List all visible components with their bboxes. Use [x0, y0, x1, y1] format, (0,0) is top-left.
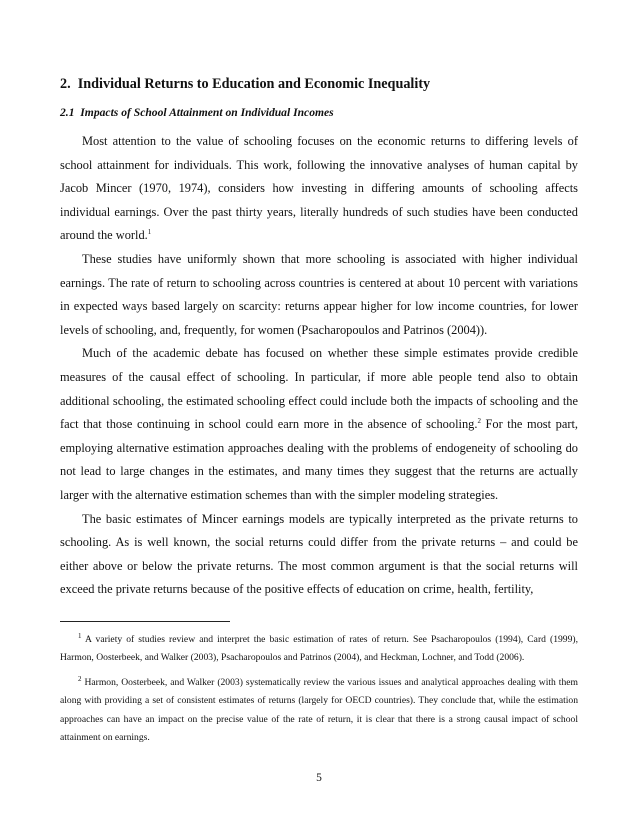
paragraph-text: These studies have uniformly shown that more schooling is associated with higher individual earnings. The rate of return to schooling across countries is centered at about 10 percent with variations in expected ways based largely on scarcity: returns appear higher for low income countries, for lower levels of schooling, and, frequently, for women (Psacharopoulos and Patrinos (2004)). [60, 251, 578, 337]
paragraph [60, 130, 578, 248]
footnote-separator [60, 621, 230, 622]
body-text [60, 130, 578, 602]
footnotes [60, 631, 578, 747]
footnote [60, 674, 578, 748]
paragraph-text: Most attention to the value of schooling focuses on the economic returns to differing levels of school attainment for individuals. This work, following the innovative analyses of human capital by Jacob Mincer (1970, 1974), considers how investing in differing amounts of schooling affects individual earnings. Over the past thirty years, literally hundreds of such studies have been conducted around the world. [60, 134, 578, 243]
paragraph-text: The basic estimates of Mincer earnings models are typically interpreted as the private returns to schooling. As is well known, the social returns could differ from the private returns – and could be either above or below the private returns. The most common argument is that the social returns will exceed the private returns because of the positive effects of education on crime, health, fertility, [60, 511, 578, 597]
footnote [60, 631, 578, 668]
section-heading [60, 76, 580, 93]
footnote-ref[interactable]: 2 [477, 417, 481, 425]
footnote-marker: 1 [78, 631, 82, 640]
paragraph [60, 342, 578, 507]
subsection-heading [60, 106, 580, 119]
subsection-title: Impacts of School Attainment on Individual Incomes [80, 106, 334, 119]
footnote-text: Harmon, Oosterbeek, and Walker (2003) systematically review the various issues and analytical approaches dealing with them along with providing a set of consistent estimates of returns (largely for OECD countries). They conclude that, while the estimation approaches can have an impact on the precise value of the rate of return, it is clear that there is a strong causal impact of school attainment on earnings. [60, 676, 578, 744]
paragraph [60, 248, 578, 342]
paragraph-text: Much of the academic debate has focused on whether these simple estimates provide credible measures of the causal effect of schooling. In particular, if more able people tend also to obtain additional schooling, the estimated schooling effect could include both the impacts of schooling and the fact that those continuing in school could earn more in the absence of schooling. [60, 346, 578, 432]
footnote-marker: 2 [78, 674, 82, 683]
paragraph [60, 508, 578, 602]
section-title: Individual Returns to Education and Economic Inequality [77, 76, 431, 92]
footnote-text: A variety of studies review and interpret the basic estimation of rates of return. See Psacharopoulos (1994), Card (1999), Harmon, Oosterbeek, and Walker (2003), Psacharopoulos and Patrinos (2004), and Heckman, Lochner, and Todd (2006). [60, 634, 578, 664]
footnote-ref[interactable]: 1 [147, 228, 152, 237]
section-number: 2. [60, 76, 71, 92]
subsection-number: 2.1 [60, 106, 75, 119]
page-number: 5 [316, 772, 322, 784]
paragraph-text-continued: For the most part, employing alternative estimation approaches dealing with the problems of endogeneity of schooling do not lead to large changes in the estimates, and many times they suggest that the returns are actually larger with the alternative estimation schemes than with the simpler modeling strategies. [60, 417, 578, 502]
